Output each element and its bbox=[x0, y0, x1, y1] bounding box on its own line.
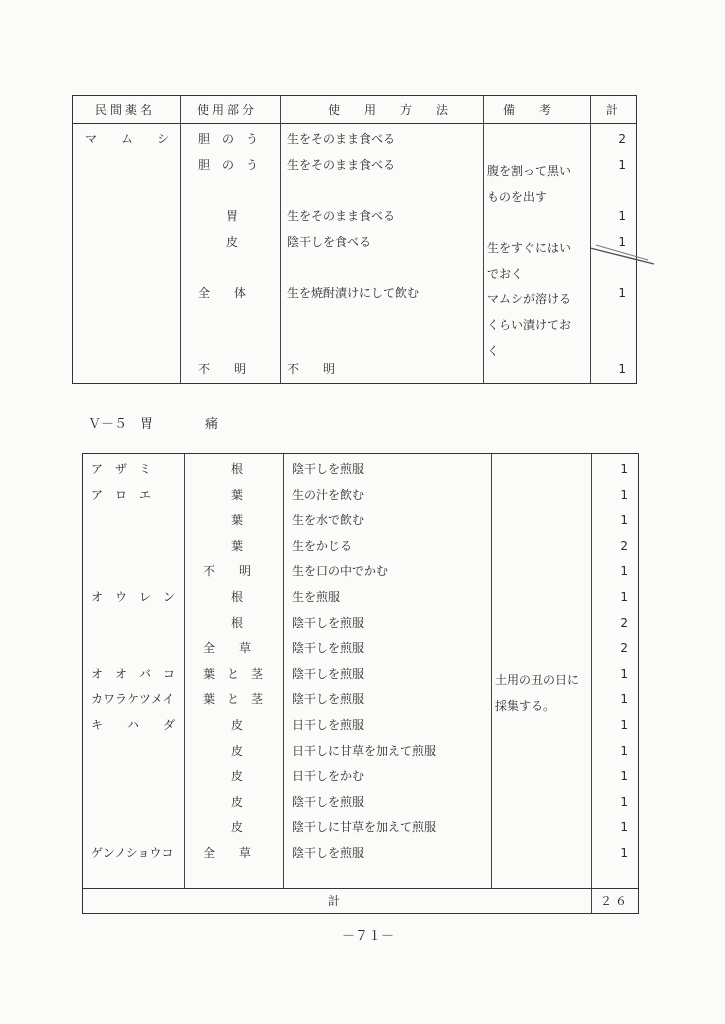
row3-count: 1 bbox=[618, 209, 626, 223]
header-folk-medicine-name: 民間薬名 bbox=[95, 103, 156, 117]
row1-part: 胆 の う bbox=[198, 132, 259, 146]
t2-row9-note: 土用の丑の日に 採集する。 bbox=[495, 672, 580, 713]
table-stomachache bbox=[82, 453, 639, 914]
t2-row7-part: 根 bbox=[231, 615, 244, 630]
t2-row4-method: 生をかじる bbox=[292, 538, 353, 553]
t2-row9-method: 陰干しを煎服 bbox=[292, 666, 365, 681]
t2-row3-method: 生を水で飲む bbox=[292, 513, 365, 528]
t2-row4-part: 葉 bbox=[231, 538, 244, 553]
row2-method: 生をそのまま食べる bbox=[287, 158, 396, 172]
t2-row1-name: ア ザ ミ bbox=[91, 462, 152, 476]
t2-row6-method: 生を煎服 bbox=[292, 590, 341, 604]
pencil-mark-icon bbox=[588, 242, 658, 272]
t2-row10-count: 1 bbox=[620, 692, 628, 707]
t2-row14-count: 1 bbox=[620, 794, 628, 809]
row4-count: 1 bbox=[618, 235, 626, 249]
t2-row8-method: 陰干しを煎服 bbox=[292, 641, 365, 656]
t2-row10-part: 葉 と 茎 bbox=[203, 692, 264, 707]
t2-row2-part: 葉 bbox=[231, 487, 244, 502]
row4-note: 生をすぐにはい でおく bbox=[487, 241, 572, 281]
t2-row12-count: 1 bbox=[620, 743, 628, 758]
t2-row12-method: 日干しに甘草を加えて煎服 bbox=[292, 743, 437, 758]
row1-method: 生をそのまま食べる bbox=[287, 132, 396, 146]
t2-row10-name: カワラケツメイ bbox=[91, 692, 175, 707]
section-title: Ｖ－５ 胃 痛 bbox=[88, 417, 219, 432]
row5-part: 全 体 bbox=[198, 286, 247, 300]
total-label: 計 bbox=[328, 894, 341, 908]
t2-row2-name: ア ロ エ bbox=[91, 487, 152, 502]
t2-row11-method: 日干しを煎服 bbox=[292, 718, 365, 732]
t2-row15-count: 1 bbox=[620, 820, 628, 835]
t2-row4-count: 2 bbox=[620, 538, 628, 553]
header-method: 使 用 方 法 bbox=[328, 103, 449, 117]
t2-row6-count: 1 bbox=[620, 590, 628, 604]
table-mamushi bbox=[72, 95, 637, 384]
t2-row2-count: 1 bbox=[620, 487, 628, 502]
t2-row15-part: 皮 bbox=[231, 820, 244, 835]
t2-row8-part: 全 草 bbox=[203, 641, 252, 656]
total-value: ２６ bbox=[599, 894, 630, 908]
row2-part: 胆 の う bbox=[198, 158, 259, 172]
t2-row1-count: 1 bbox=[620, 462, 628, 476]
t2-row16-method: 陰干しを煎服 bbox=[292, 846, 365, 860]
t2-row3-part: 葉 bbox=[231, 513, 244, 528]
t2-row13-part: 皮 bbox=[231, 769, 244, 784]
t2-row11-part: 皮 bbox=[231, 718, 244, 732]
t2-row16-part: 全 草 bbox=[203, 846, 252, 860]
row1-name: マ ム シ bbox=[85, 132, 176, 146]
header-notes: 備 考 bbox=[503, 103, 552, 117]
t2-row14-method: 陰干しを煎服 bbox=[292, 794, 365, 809]
t2-row6-name: オ ウ レ ン bbox=[91, 590, 176, 604]
t2-row13-count: 1 bbox=[620, 769, 628, 784]
row6-part: 不 明 bbox=[198, 362, 247, 376]
t2-row7-count: 2 bbox=[620, 615, 628, 630]
t2-row9-name: オ オ バ コ bbox=[91, 666, 176, 681]
t2-row15-method: 陰干しに甘草を加えて煎服 bbox=[292, 820, 437, 835]
row6-count: 1 bbox=[618, 362, 626, 376]
t2-row3-count: 1 bbox=[620, 513, 628, 528]
t2-row11-name: キ ハ ダ bbox=[91, 718, 176, 732]
row4-part: 皮 bbox=[226, 235, 239, 249]
t2-row14-part: 皮 bbox=[231, 794, 244, 809]
row3-part: 胃 bbox=[226, 209, 239, 223]
row4-method: 陰干しを食べる bbox=[287, 235, 372, 249]
row1-count: 2 bbox=[618, 132, 626, 146]
t2-row9-part: 葉 と 茎 bbox=[203, 666, 264, 681]
t2-row11-count: 1 bbox=[620, 718, 628, 732]
t2-row10-method: 陰干しを煎服 bbox=[292, 692, 365, 707]
t2-row5-method: 生を口の中でかむ bbox=[292, 564, 389, 579]
row5-count: 1 bbox=[618, 286, 626, 300]
t2-row7-method: 陰干しを煎服 bbox=[292, 615, 365, 630]
row5-note: マムシが溶ける くらい漬けてお く bbox=[487, 292, 572, 358]
t2-row5-count: 1 bbox=[620, 564, 628, 579]
t2-row9-count: 1 bbox=[620, 666, 628, 681]
t2-row16-count: 1 bbox=[620, 846, 628, 860]
t2-row13-method: 日干しをかむ bbox=[292, 769, 365, 784]
row2-note: 腹を割って黒い ものを出す bbox=[487, 164, 572, 204]
t2-row8-count: 2 bbox=[620, 641, 628, 656]
t2-row12-part: 皮 bbox=[231, 743, 244, 758]
t2-row1-part: 根 bbox=[231, 462, 244, 476]
header-count: 計 bbox=[606, 103, 619, 117]
t2-row5-part: 不 明 bbox=[203, 564, 252, 579]
t2-row16-name: ゲンノショウコ bbox=[91, 846, 174, 860]
row6-method: 不 明 bbox=[287, 362, 336, 376]
row2-count: 1 bbox=[618, 158, 626, 172]
row3-method: 生をそのまま食べる bbox=[287, 209, 396, 223]
t2-row1-method: 陰干しを煎服 bbox=[292, 462, 365, 476]
header-part-used: 使用部分 bbox=[197, 103, 258, 117]
t2-row2-method: 生の汁を飲む bbox=[292, 487, 365, 502]
page-number: －７１－ bbox=[342, 929, 395, 944]
row5-method: 生を焼酎漬けにして飲む bbox=[287, 286, 420, 300]
t2-row6-part: 根 bbox=[231, 590, 244, 604]
